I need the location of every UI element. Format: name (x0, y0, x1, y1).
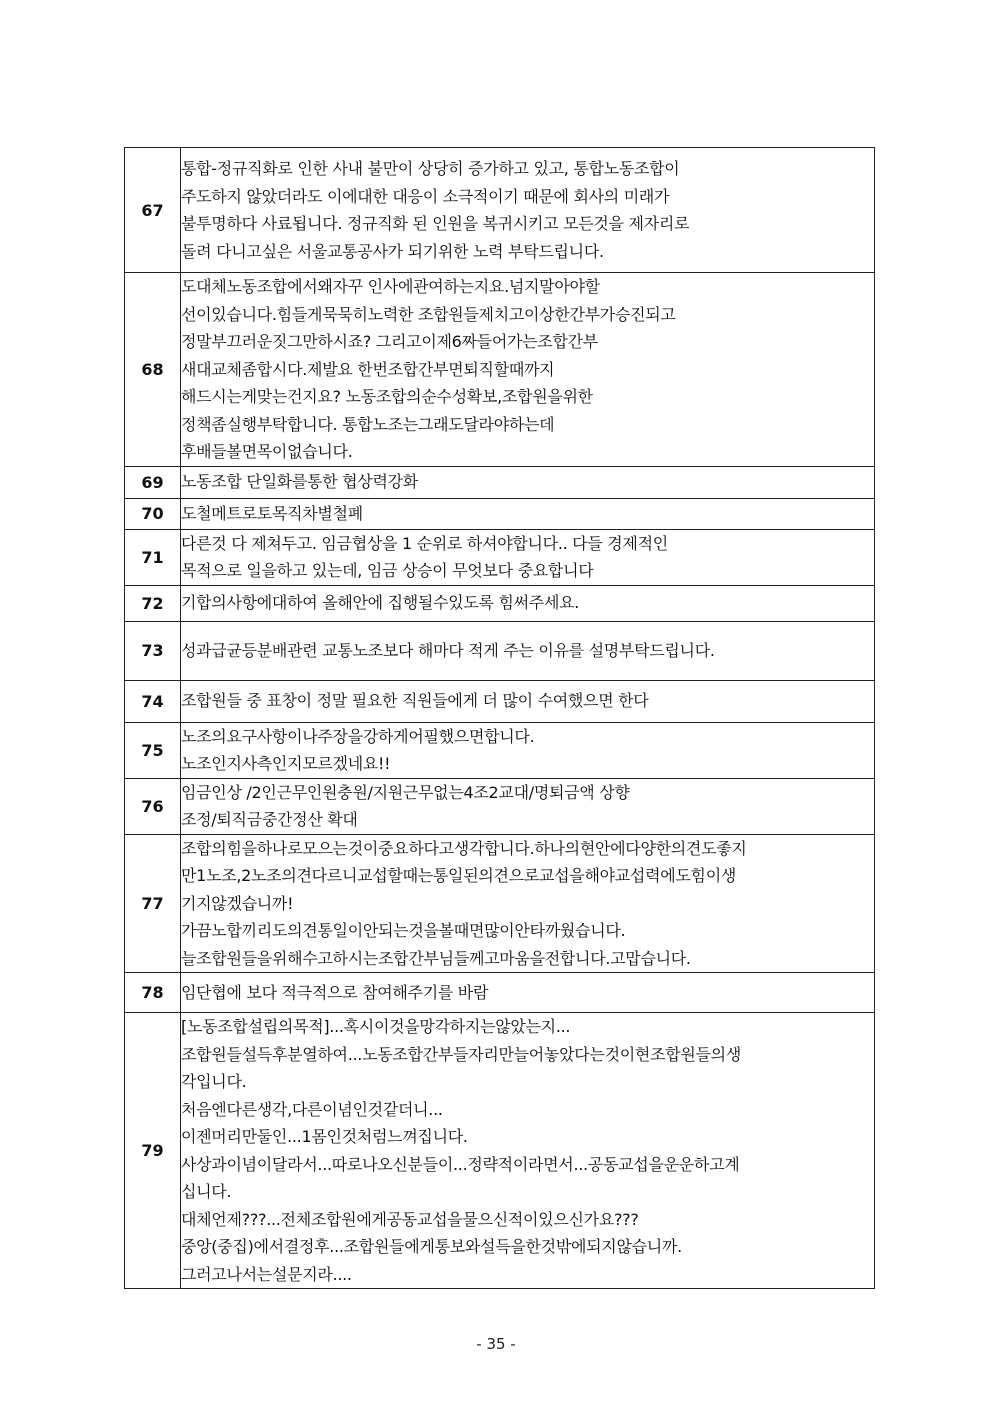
response-line: 기합의사항에대하여 올해안에 집행될수있도록 힘써주세요. (181, 593, 580, 613)
response-line: 대체언제???...전체조합원에게공동교섭을물으신적이있으신가요??? (181, 1209, 639, 1229)
response-line: 해드시는게맞는건지요? 노동조합의순수성확보,조합원을위한 (181, 387, 593, 406)
response-text (181, 722, 875, 778)
response-line: 정말부끄러운짓그만하시죠? 그리고이제6짜들어가는조합간부 (181, 332, 598, 351)
table-row (125, 1013, 875, 1289)
response-line: 정책좀실행부탁합니다. 통합노조는그래도달라야하는데 (181, 414, 555, 434)
response-number: 70 (125, 498, 181, 529)
response-text (181, 1013, 875, 1289)
response-number: 78 (125, 973, 181, 1013)
response-line: 처음엔다른생각,다른이념인것같더니... (181, 1099, 443, 1119)
response-text (181, 148, 875, 273)
response-text (181, 585, 875, 621)
response-line: 불투명하다 사료됩니다. 정규직화 된 인원을 복귀시키고 모든것을 제자리로 (181, 214, 690, 233)
response-line: 성과급균등분배관련 교통노조보다 해마다 적게 주는 이유를 설명부탁드립니다. (181, 640, 715, 660)
table-row (125, 973, 875, 1013)
response-line: 통합-정규직화로 인한 사내 불만이 상당히 증가하고 있고, 통합노동조합이 (181, 159, 680, 178)
response-text (181, 973, 875, 1013)
response-line: 조합의힘을하나로모으는것이중요하다고생각합니다.하나의현안에다양한의견도좋지 (181, 838, 747, 858)
response-line: 그러고나서는설문지라.... (181, 1264, 352, 1284)
table-row (125, 621, 875, 680)
table-body (125, 148, 875, 1289)
response-number: 71 (125, 529, 181, 585)
response-text (181, 680, 875, 722)
page-number: - 35 - (476, 1335, 516, 1353)
response-line: 임단협에 보다 적극적으로 참여해주기를 바람 (181, 982, 489, 1002)
response-number: 74 (125, 680, 181, 722)
response-line: 만1노조,2노조의견다르니교섭할때는통일된의견으로교섭을해야교섭력에도힘이생 (181, 866, 737, 885)
response-line: 목적으로 일을하고 있는데, 임금 상승이 무엇보다 중요합니다 (181, 561, 594, 580)
table-row (125, 273, 875, 467)
response-number: 79 (125, 1013, 181, 1289)
response-number: 72 (125, 585, 181, 621)
response-number: 69 (125, 466, 181, 498)
response-line: 노조의요구사항이나주장을강하게어필했으면합니다. (181, 726, 535, 746)
response-line: 늘조합원들을위해수고하시는조합간부님들께고마움을전합니다.고맙습니다. (181, 948, 691, 968)
table-row (125, 834, 875, 973)
table-row (125, 529, 875, 585)
response-number: 68 (125, 273, 181, 467)
response-line: 다른것 다 제쳐두고. 임금협상을 1 순위로 하셔야합니다.. 다들 경제적인 (181, 533, 668, 553)
response-line: 선이있습니다.힘들게묵묵히노력한 조합원들제치고이상한간부가승진되고 (181, 304, 676, 324)
response-line: 후배들볼면목이없습니다. (181, 442, 353, 461)
response-text (181, 778, 875, 834)
response-line: 조정/퇴직금중간정산 확대 (181, 810, 358, 829)
response-line: 노조인지사측인지모르겠네요!! (181, 754, 391, 773)
response-text (181, 498, 875, 529)
response-line: 노동조합 단일화를통한 협상력강화 (181, 472, 418, 492)
table-row (125, 778, 875, 834)
response-text (181, 529, 875, 585)
response-text (181, 621, 875, 680)
response-line: 기지않겠습니까! (181, 893, 294, 913)
response-line: 임금인상 /2인근무인원충원/지원근무없는4조2교대/명퇴금액 상향 (181, 782, 630, 802)
response-line: 조합원들설득후분열하여...노동조합간부들자리만늘어놓았다는것이현조합원들의생 (181, 1044, 741, 1064)
response-line: 중앙(중집)에서결정후...조합원들에게통보와설득을한것밖에되지않습니까. (181, 1237, 682, 1256)
response-text (181, 834, 875, 973)
table-row (125, 466, 875, 498)
response-number: 73 (125, 621, 181, 680)
response-line: [노동조합설립의목적]...혹시이것을망각하지는않았는지... (181, 1017, 571, 1036)
response-line: 가끔노합끼리도의견통일이안되는것을볼때면많이안타까웠습니다. (181, 921, 626, 940)
table-row (125, 148, 875, 273)
response-line: 돌려 다니고싶은 서울교통공사가 되기위한 노력 부탁드립니다. (181, 241, 604, 261)
response-line: 도대체노동조합에서왜자꾸 인사에관여하는지요.넘지말아야할 (181, 277, 600, 296)
response-number: 75 (125, 722, 181, 778)
response-number: 67 (125, 148, 181, 273)
survey-response-table (124, 147, 875, 1289)
response-line: 새대교체좀합시다.제발요 한번조합간부면퇴직할때까지 (181, 359, 555, 379)
response-line: 이젠머리만둘인...1몸인것처럼느껴집니다. (181, 1127, 468, 1146)
response-line: 사상과이념이달라서...따로나오신분들이...정략적이라면서...공동교섭을운운하고계 (181, 1154, 740, 1174)
table-row (125, 680, 875, 722)
response-line: 주도하지 않았더라도 이에대한 대응이 소극적이기 때문에 회사의 미래가 (181, 186, 670, 206)
response-number: 76 (125, 778, 181, 834)
response-text (181, 466, 875, 498)
response-number: 77 (125, 834, 181, 973)
response-text (181, 273, 875, 467)
response-line: 각입니다. (181, 1072, 247, 1091)
table-row (125, 722, 875, 778)
response-line: 조합원들 중 표창이 정말 필요한 직원들에게 더 많이 수여했으면 한다 (181, 691, 649, 711)
table-row (125, 585, 875, 621)
response-line: 십니다. (181, 1182, 232, 1201)
response-line: 도철메트로토목직차별철폐 (181, 503, 363, 523)
table-row (125, 498, 875, 529)
